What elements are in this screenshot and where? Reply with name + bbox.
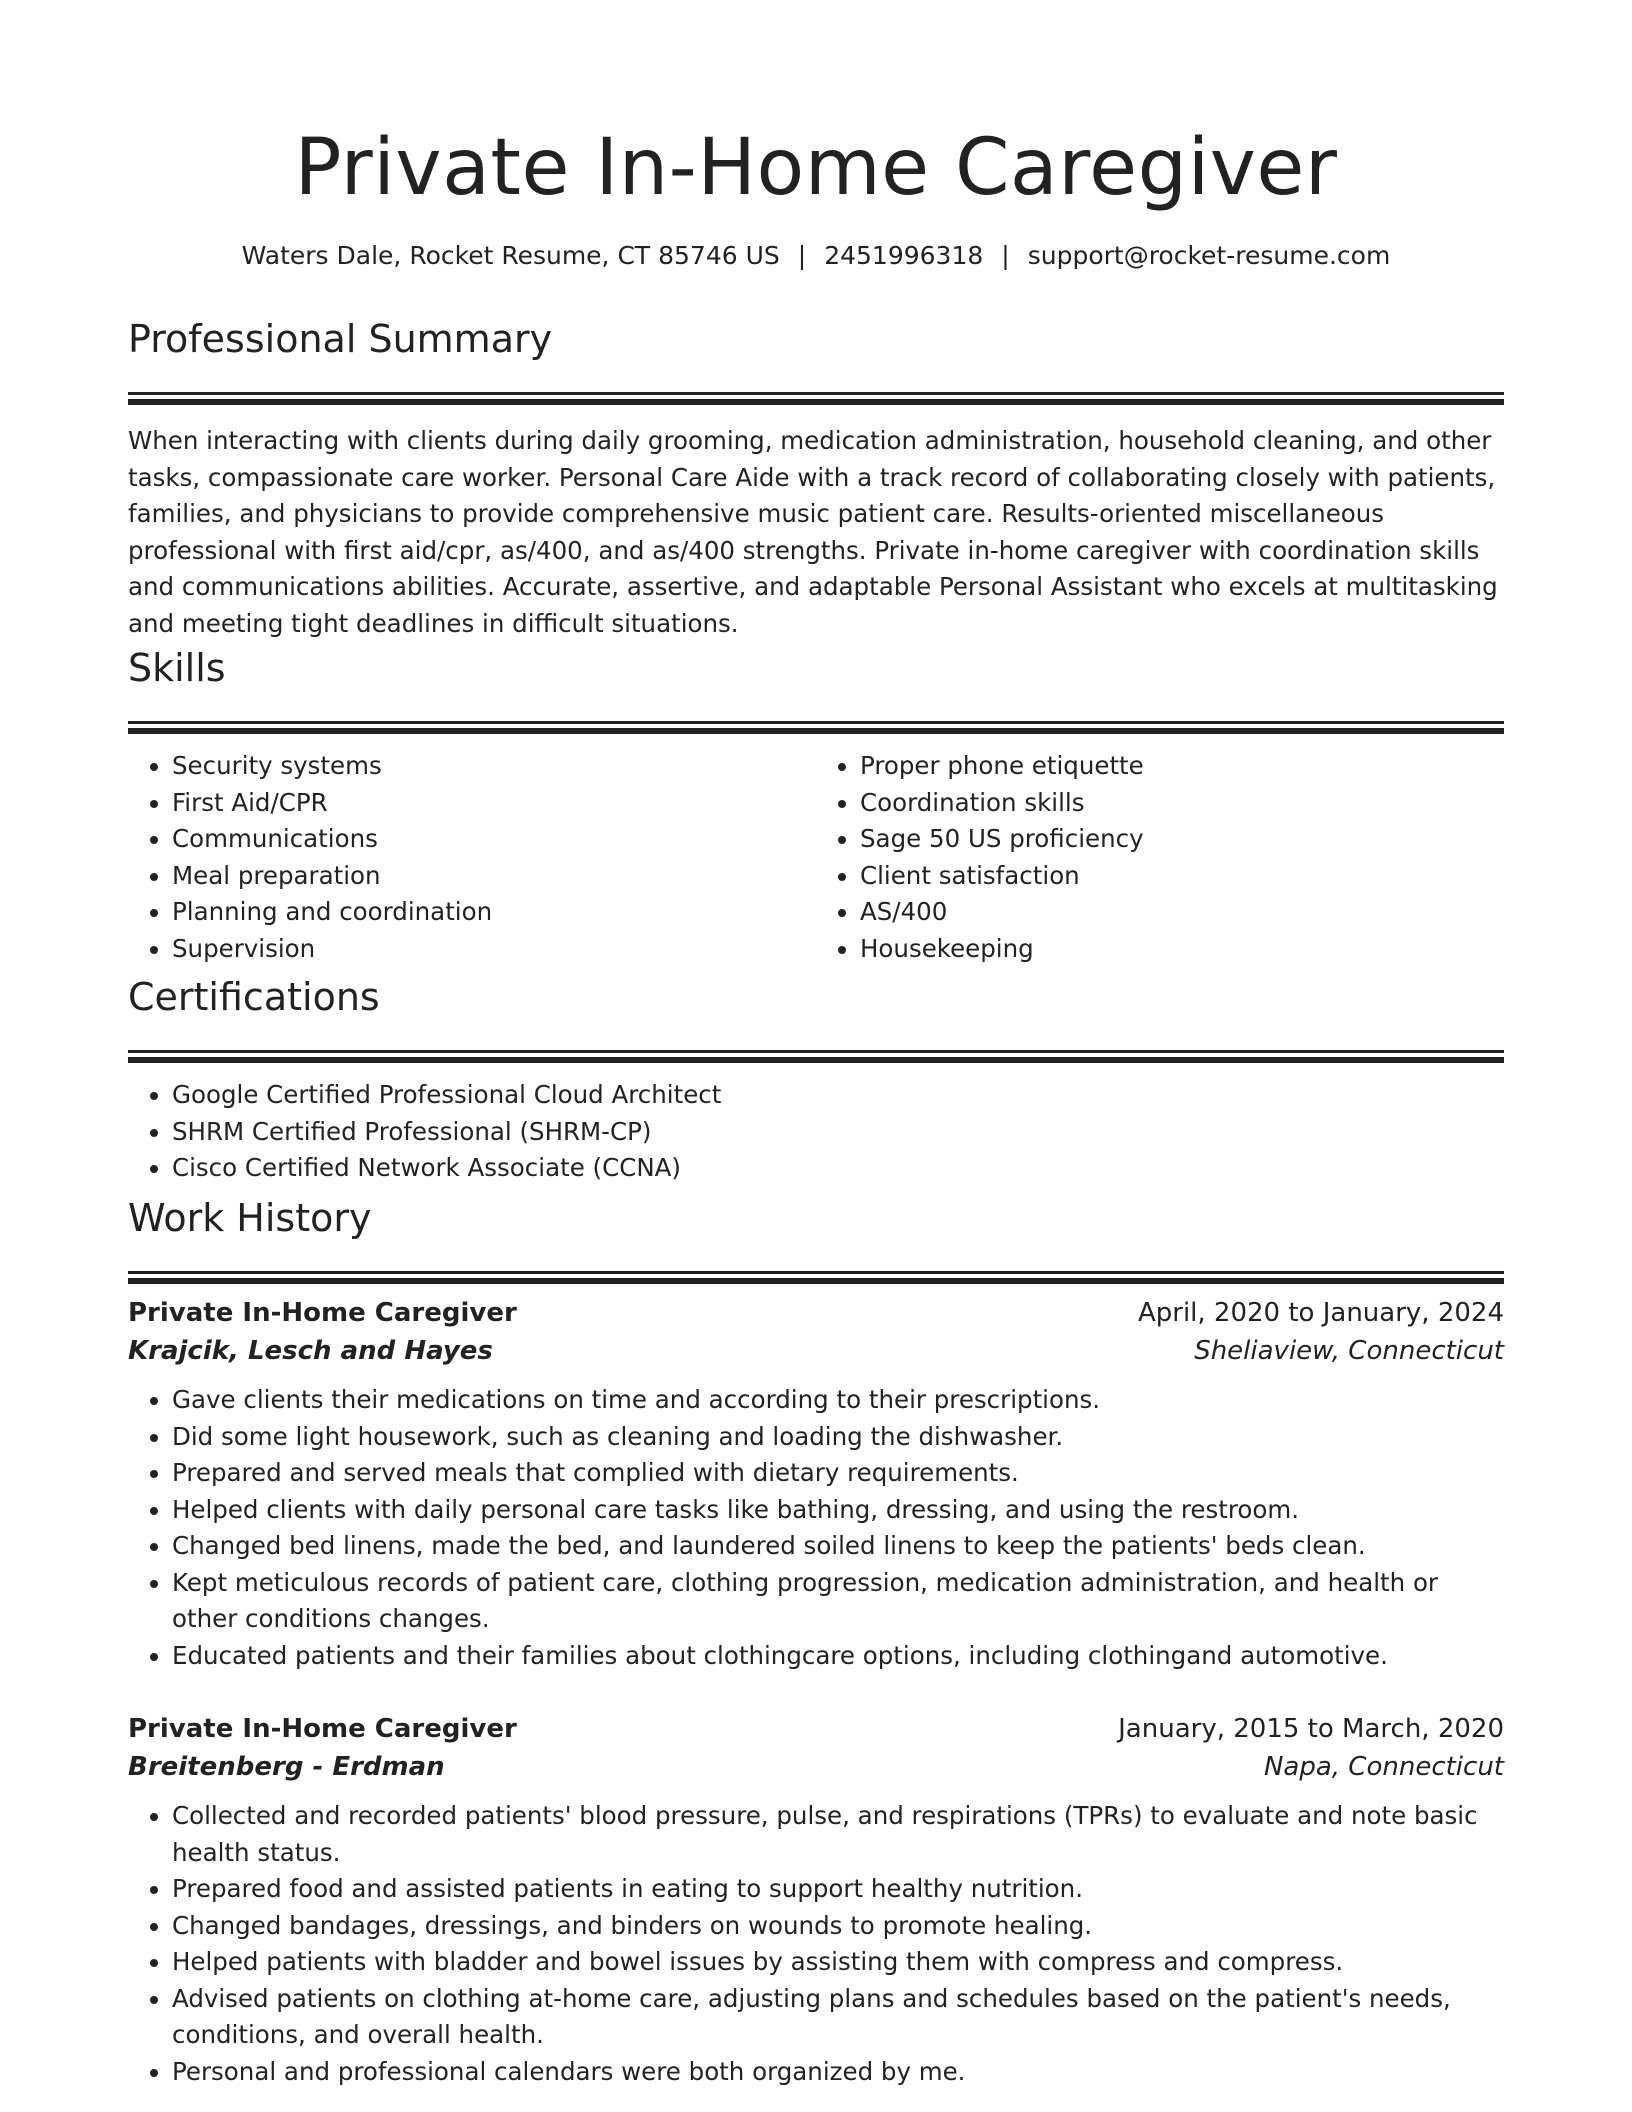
job-company: Breitenberg - Erdman <box>128 1752 445 1782</box>
section-divider <box>128 1271 1504 1274</box>
certification-item: • Cisco Certified Network Associate (CCNA) <box>172 1150 1504 1187</box>
job-bullet: • Prepared food and assisted patients in eating to support healthy nutrition. <box>172 1871 1504 1908</box>
job-bullet: • Helped clients with daily personal care tasks like bathing, dressing, and using the restroom. <box>172 1492 1504 1529</box>
job-header <box>128 1710 1504 1748</box>
skills-list-left <box>128 748 816 967</box>
contact-separator: | <box>797 241 807 270</box>
job-bullet: • Did some light housework, such as cleaning and loading the dishwasher. <box>172 1419 1504 1456</box>
contact-email: support@rocket-resume.com <box>1027 241 1391 270</box>
skill-item: • Communications <box>172 821 816 858</box>
section-heading-work-history: Work History <box>128 1196 372 1240</box>
contact-phone: 2451996318 <box>824 241 984 270</box>
section-divider <box>128 721 1504 724</box>
certifications-list <box>128 1077 1504 1187</box>
job-dates: April, 2020 to January, 2024 <box>1137 1298 1504 1328</box>
job-bullet: • Helped patients with bladder and bowel issues by assisting them with compress and compress. <box>172 1944 1504 1981</box>
section-divider <box>128 1050 1504 1053</box>
contact-line <box>128 238 1504 274</box>
job-title: Private In-Home Caregiver <box>128 1714 517 1744</box>
skills-columns <box>128 748 1504 967</box>
job-entry <box>128 1710 1504 2090</box>
skill-item: • Meal preparation <box>172 858 816 895</box>
skill-item: • Housekeeping <box>860 931 1504 968</box>
work-history-section <box>128 1193 1504 1274</box>
skill-item: • Security systems <box>172 748 816 785</box>
job-bullet-list <box>128 1798 1504 2090</box>
skills-list-right <box>816 748 1504 967</box>
job-bullet: • Gave clients their medications on time and according to their prescriptions. <box>172 1382 1504 1419</box>
job-bullet: • Changed bandages, dressings, and binders on wounds to promote healing. <box>172 1908 1504 1945</box>
job-dates: January, 2015 to March, 2020 <box>1118 1714 1504 1744</box>
job-header <box>128 1294 1504 1332</box>
job-bullet-list <box>128 1382 1504 1674</box>
skill-item: • AS/400 <box>860 894 1504 931</box>
skill-item: • Planning and coordination <box>172 894 816 931</box>
job-bullet: • Changed bed linens, made the bed, and laundered soiled linens to keep the patients' beds clean. <box>172 1528 1504 1565</box>
job-location: Napa, Connecticut <box>1263 1752 1504 1782</box>
resume-name: Private In-Home Caregiver <box>294 123 1338 213</box>
job-bullet: • Kept meticulous records of patient care, clothing progression, medication administration, and health or other conditions changes. <box>172 1565 1504 1638</box>
job-bullet: • Prepared and served meals that complied with dietary requirements. <box>172 1455 1504 1492</box>
certification-item: • Google Certified Professional Cloud Architect <box>172 1077 1504 1114</box>
section-heading-certifications: Certifications <box>128 975 380 1019</box>
job-location: Sheliaview, Connecticut <box>1194 1336 1504 1366</box>
job-bullet: • Advised patients on clothing at-home care, adjusting plans and schedules based on the patient's needs, conditions, and overall health. <box>172 1981 1504 2054</box>
skill-item: • Client satisfaction <box>860 858 1504 895</box>
summary-text: When interacting with clients during daily grooming, medication administration, household cleaning, and other tasks, compassionate care worker. Personal Care Aide with a track record of collaborating closely with patients, families, and physicians to provide comprehensive music patient care. Results-oriented miscellaneous professional with first aid/cpr, as/400, and as/400 strengths. Private in-home caregiver with coordination skills and communications abilities. Accurate, assertive, and adaptable Personal Assistant who excels at multitasking and meeting tight deadlines in difficult situations. <box>128 426 1498 638</box>
contact-address: Waters Dale, Rocket Resume, CT 85746 US <box>241 241 780 270</box>
skill-item: • Sage 50 US proficiency <box>860 821 1504 858</box>
job-title: Private In-Home Caregiver <box>128 1298 517 1328</box>
skill-item: • First Aid/CPR <box>172 785 816 822</box>
skill-item: • Coordination skills <box>860 785 1504 822</box>
job-entry <box>128 1294 1504 1674</box>
job-bullet: • Collected and recorded patients' blood pressure, pulse, and respirations (TPRs) to evaluate and note basic health status. <box>172 1798 1504 1871</box>
job-bullet: • Personal and professional calendars were both organized by me. <box>172 2054 1504 2091</box>
skills-section <box>128 643 1504 967</box>
certification-item: • SHRM Certified Professional (SHRM-CP) <box>172 1114 1504 1151</box>
job-subheader <box>128 1748 1504 1786</box>
section-heading-skills: Skills <box>128 646 226 690</box>
section-heading-summary: Professional Summary <box>128 317 553 361</box>
section-divider <box>128 392 1504 395</box>
summary-section <box>128 314 1504 642</box>
job-subheader <box>128 1332 1504 1370</box>
skill-item: • Proper phone etiquette <box>860 748 1504 785</box>
job-company: Krajcik, Lesch and Hayes <box>128 1336 493 1366</box>
certifications-section <box>128 972 1504 1187</box>
skill-item: • Supervision <box>172 931 816 968</box>
job-bullet: • Educated patients and their families about clothingcare options, including clothingand automotive. <box>172 1638 1504 1675</box>
contact-separator: | <box>1001 241 1010 270</box>
